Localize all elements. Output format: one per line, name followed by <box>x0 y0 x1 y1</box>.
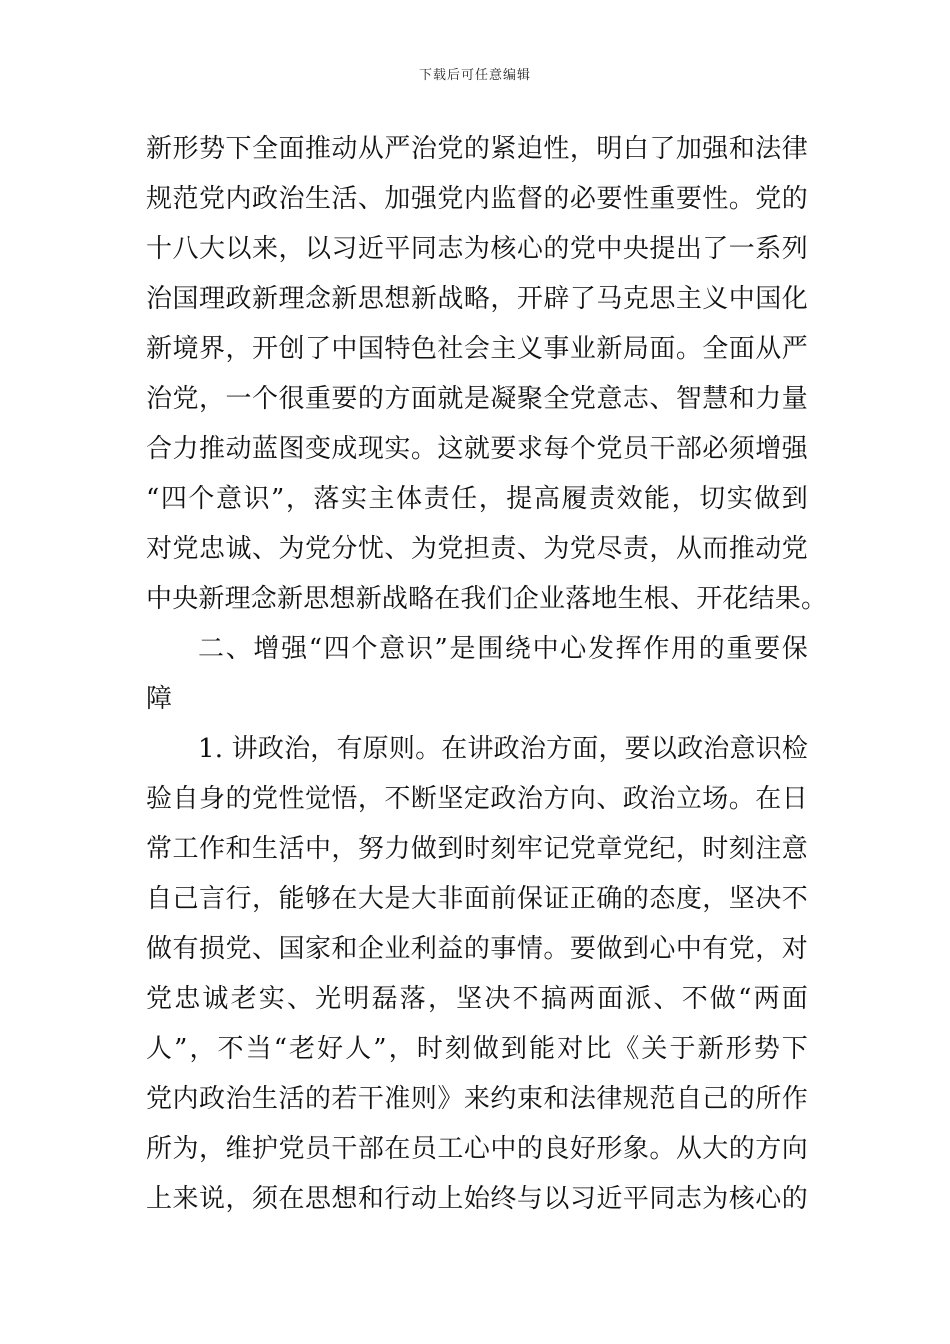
text-line: 合力推动蓝图变成现实。这就要求每个党员干部必须增强 <box>146 434 808 464</box>
text-line: 所为，维护党员干部在员工心中的良好形象。从大的方向 <box>146 1134 808 1164</box>
text-line: 党忠诚老实、光明磊落，坚决不搞两面派、不做“两面 <box>146 984 808 1014</box>
text-line: 新境界，开创了中国特色社会主义事业新局面。全面从严 <box>146 334 808 364</box>
text-line: 十八大以来，以习近平同志为核心的党中央提出了一系列 <box>146 234 808 264</box>
paragraph-start: 1. 讲政治，有原则。在讲政治方面，要以政治意识检 <box>198 734 809 764</box>
text-line: 自己言行，能够在大是大非面前保证正确的态度，坚决不 <box>146 884 808 914</box>
text-line: “四个意识”，落实主体责任，提高履责效能，切实做到 <box>146 484 808 514</box>
text-line: 规范党内政治生活、加强党内监督的必要性重要性。党的 <box>146 184 808 214</box>
text-line: 治党，一个很重要的方面就是凝聚全党意志、智慧和力量 <box>146 384 808 414</box>
text-line: 对党忠诚、为党分忧、为党担责、为党尽责，从而推动党 <box>146 534 808 564</box>
text-line: 常工作和生活中，努力做到时刻牢记党章党纪，时刻注意 <box>146 834 808 864</box>
text-line: 党内政治生活的若干准则》来约束和法律规范自己的所作 <box>146 1084 808 1114</box>
text-line: 中央新理念新思想新战略在我们企业落地生根、开花结果。 <box>146 584 828 614</box>
text-line: 上来说，须在思想和行动上始终与以习近平同志为核心的 <box>146 1184 808 1214</box>
section-heading-continuation: 障 <box>146 684 173 714</box>
text-line: 人”，不当“老好人”，时刻做到能对比《关于新形势下 <box>146 1034 808 1064</box>
page-header-note: 下载后可任意编辑 <box>418 68 531 83</box>
text-line: 新形势下全面推动从严治党的紧迫性，明白了加强和法律 <box>146 134 808 164</box>
text-line: 做有损党、国家和企业利益的事情。要做到心中有党，对 <box>146 934 808 964</box>
document-body <box>146 124 828 1224</box>
text-line: 治国理政新理念新思想新战略，开辟了马克思主义中国化 <box>146 284 808 314</box>
section-heading: 二、增强“四个意识”是围绕中心发挥作用的重要保 <box>198 634 808 664</box>
text-line: 验自身的党性觉悟，不断坚定政治方向、政治立场。在日 <box>146 784 808 814</box>
